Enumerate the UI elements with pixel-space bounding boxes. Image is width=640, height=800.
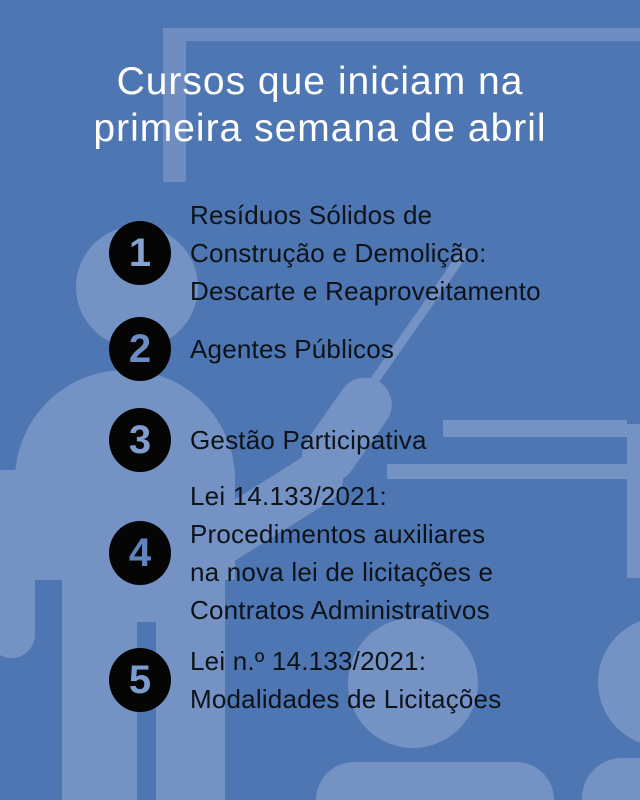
item-1-line-3: Descarte e Reaproveitamento	[190, 276, 541, 306]
item-1-line-2: Construção e Demolição:	[190, 238, 487, 268]
item-2-text	[190, 330, 394, 368]
audience-silhouette-head-2	[598, 617, 640, 747]
board-frame-horizontal-bar	[163, 28, 640, 41]
teacher-silhouette-left-arm	[0, 470, 35, 658]
item-3-line-1: Gestão Participativa	[190, 425, 427, 455]
item-5-number-badge	[109, 648, 171, 712]
item-4-line-4: Contratos Administrativos	[190, 595, 490, 625]
item-5-text	[190, 642, 501, 718]
page-title	[0, 58, 640, 152]
item-3-number-badge	[109, 408, 171, 472]
page-title-line-2: primeira semana de abril	[93, 107, 547, 150]
screen-bar	[443, 420, 627, 437]
item-1-number-badge	[109, 221, 171, 285]
item-4-line-3: na nova lei de licitações e	[190, 557, 494, 587]
item-3-text	[190, 421, 427, 459]
item-4-number: 4	[128, 530, 152, 575]
item-5-line-2: Modalidades de Licitações	[190, 684, 502, 714]
item-2-line-1: Agentes Públicos	[190, 334, 395, 364]
item-3-number: 3	[128, 417, 152, 462]
item-4-number-badge	[109, 521, 171, 585]
item-4-line-1: Lei 14.133/2021:	[190, 481, 387, 511]
item-5-line-1: Lei n.º 14.133/2021:	[190, 646, 427, 676]
audience-silhouette-shoulders-2	[582, 758, 640, 800]
item-2-number-badge	[109, 317, 171, 381]
item-5-number: 5	[128, 657, 152, 702]
screen-side-bar	[627, 424, 640, 578]
item-1-number: 1	[128, 230, 152, 275]
item-4-line-2: Procedimentos auxiliares	[190, 519, 486, 549]
item-1-line-1: Resíduos Sólidos de	[190, 200, 433, 230]
page-title-line-1: Cursos que iniciam na	[116, 60, 524, 103]
audience-silhouette-shoulders-1	[316, 762, 554, 800]
item-2-number: 2	[128, 326, 152, 371]
item-4-text	[190, 477, 493, 629]
item-1-text	[190, 196, 541, 310]
